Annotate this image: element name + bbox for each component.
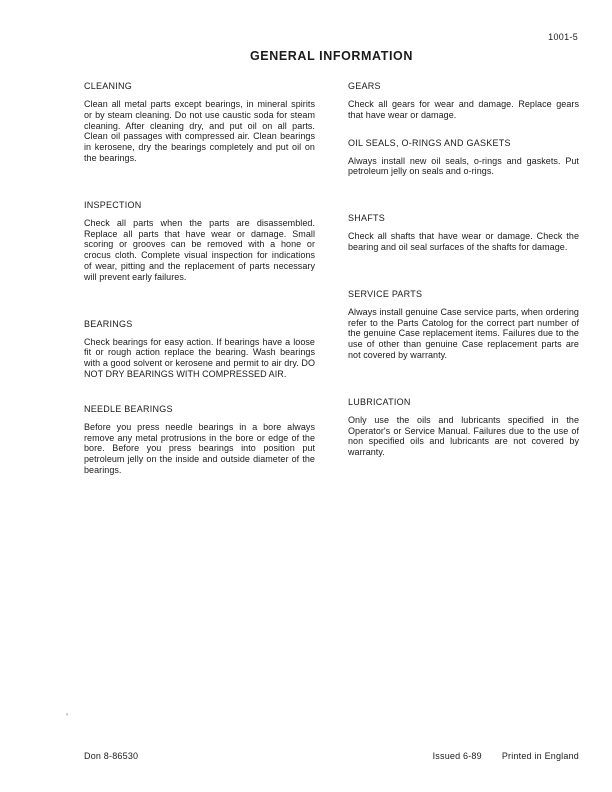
section-heading: SHAFTS bbox=[348, 213, 386, 224]
scan-artifact-mark: ’ bbox=[66, 712, 68, 722]
section-body: Always install new oil seals, o-rings and gaskets. Put petroleum jelly on seals and o-rings. bbox=[348, 155, 579, 177]
section-lubrication bbox=[348, 397, 579, 458]
section-body: Only use the oils and lubricants specified in the Operator's or Service Manual. Failures due to the use of non specified oils and lubricants are not covered by warranty. bbox=[348, 414, 579, 458]
section-heading: OIL SEALS, O-RINGS AND GASKETS bbox=[348, 137, 511, 148]
section-body: Check all parts when the parts are disassembled. Replace all parts that have wear or damage. Small scoring or grooves can be removed with a hone or crocus cloth. Complete visual inspection for indications of wear, pitting and the replacement of parts necessary will prevent early failures. bbox=[84, 217, 315, 282]
section-body: Check bearings for easy action. If bearings have a loose fit or rough action replace the bearing. Wash bearings with a good solvent or kerosene and permit to air dry. DO NOT DRY BEARINGS WITH COMPRESSED AIR. bbox=[84, 336, 315, 379]
section-heading: BEARINGS bbox=[84, 318, 133, 329]
page-number: 1001-5 bbox=[548, 32, 578, 42]
section-heading: SERVICE PARTS bbox=[348, 288, 423, 299]
section-heading: CLEANING bbox=[84, 81, 133, 91]
page-footer bbox=[84, 751, 579, 761]
right-column bbox=[348, 81, 579, 476]
two-column-layout bbox=[84, 81, 579, 476]
section-oil-seals-orings-gaskets bbox=[348, 138, 579, 178]
section-heading: GEARS bbox=[348, 81, 381, 91]
page-title: GENERAL INFORMATION bbox=[249, 49, 414, 63]
section-heading: INSPECTION bbox=[84, 199, 142, 210]
section-cleaning bbox=[84, 81, 315, 164]
section-needle-bearings bbox=[84, 404, 315, 476]
section-body: Check all shafts that have wear or damage. Check the bearing and oil seal surfaces of the shafts for damage. bbox=[348, 231, 579, 252]
footer-right-group bbox=[433, 751, 579, 761]
footer-form-number: Don 8-86530 bbox=[84, 751, 139, 761]
footer-issued-date: Issued 6-89 bbox=[432, 751, 482, 761]
section-service-parts bbox=[348, 289, 579, 361]
section-heading: LUBRICATION bbox=[348, 396, 411, 407]
section-inspection bbox=[84, 200, 315, 283]
section-body: Always install genuine Case service parts, when ordering refer to the Parts Catolog for the correct part number of the genuine Case replacement items. Failures due to the use of other than genuine Case replacement parts are not covered by warranty. bbox=[348, 306, 579, 360]
section-body: Before you press needle bearings in a bore always remove any metal protrusions in the bore or edge of the bore. Before you press bearings into position put petroleum jelly on the inside and outside diameter of the bearings. bbox=[84, 421, 315, 475]
section-gears bbox=[348, 81, 579, 121]
left-column bbox=[84, 81, 315, 476]
section-heading: NEEDLE BEARINGS bbox=[84, 403, 173, 414]
section-shafts bbox=[348, 213, 579, 253]
footer-printed-in: Printed in England bbox=[501, 751, 579, 761]
section-body: Check all gears for wear and damage. Replace gears that have wear or damage. bbox=[348, 99, 579, 120]
section-body: Clean all metal parts except bearings, in mineral spirits or by steam cleaning. Do not use caustic soda for steam cleaning. After cleaning dry, and put oil on all parts. Clean oil passages with compressed air. Clean bearings in kerosene, dry the bearings completely and put oil on the bearings. bbox=[84, 99, 315, 163]
section-bearings bbox=[84, 319, 315, 380]
